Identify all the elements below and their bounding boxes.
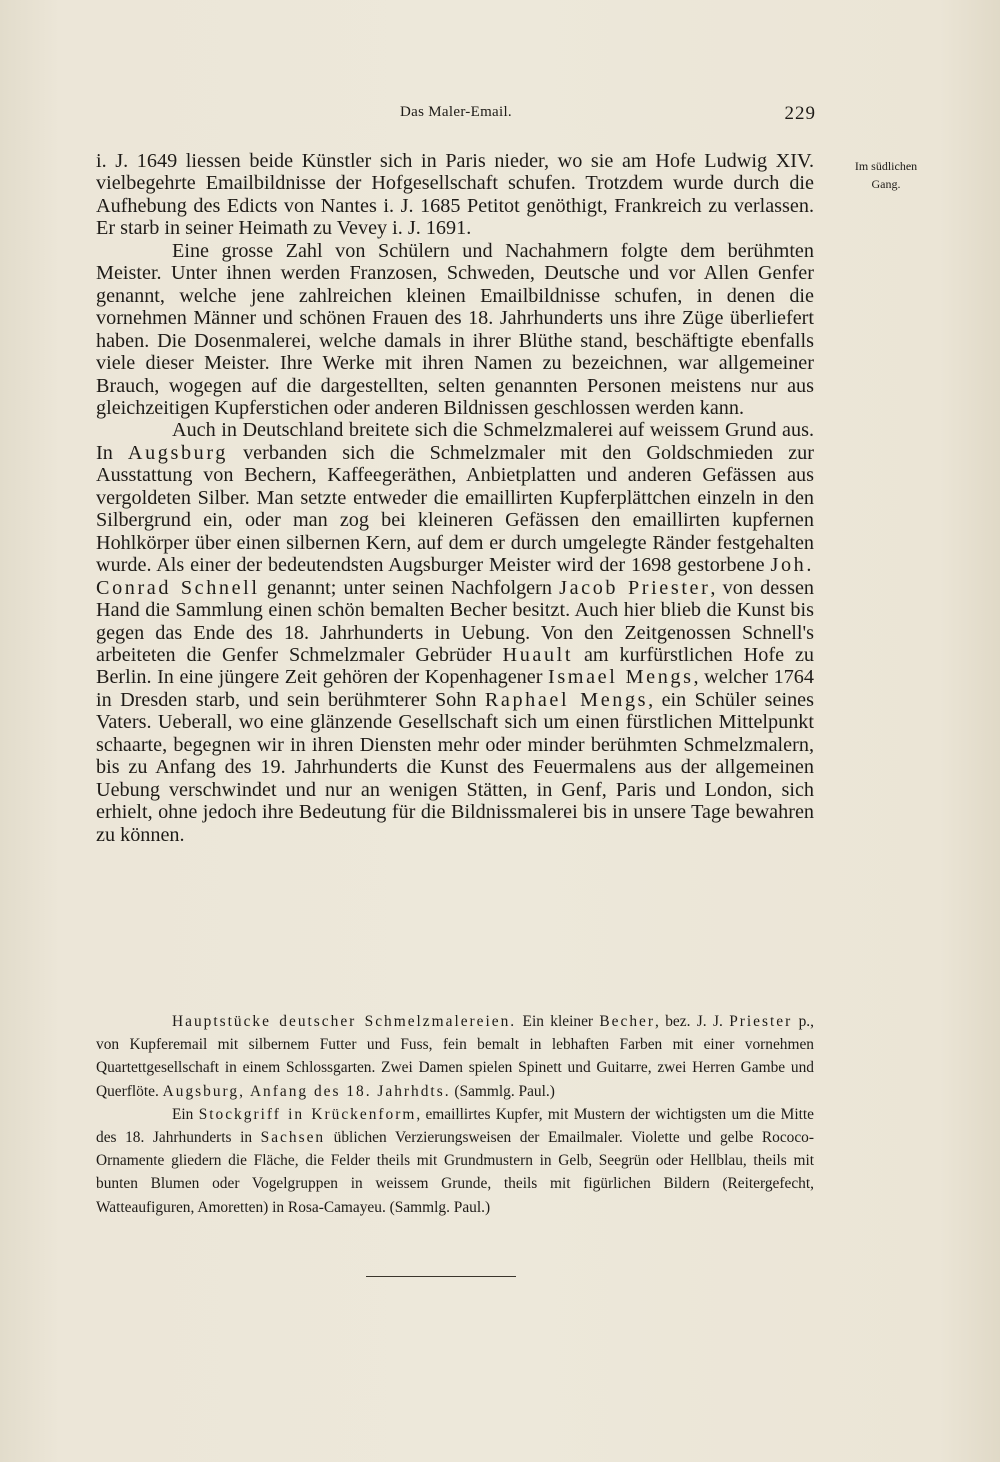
spaced-name: Joh. Conrad Schnell: [96, 554, 814, 599]
note-paragraph: [96, 1103, 814, 1219]
spaced-name: Stockgriff in Krückenform: [198, 1105, 417, 1123]
spaced-name: Becher: [599, 1013, 655, 1030]
text-run: Auch in Deutschland breitete sich die Schmelzmalerei auf weissem Grund aus. In: [96, 419, 814, 464]
text-run: verbanden sich die Schmelzmaler mit den Goldschmieden zur Ausstattung von Bechern, Kaffeegeräthen, Anbietplatten und anderen Gefässen aus vergoldeten Silber. Man setzte entweder die emaillirten Kupferplättchen einzeln in den Silbergrund ein, oder man zog bei kleineren Gefässen den emaillirten kupfernen Hohlkörper über einen silbernen Kern, auf dem er durch umgelegte Ränder festgehalten wurde. Als einer der bedeutendsten Augsburger Meister wird der 1698 gestorbene: [96, 441, 814, 577]
running-title: Das Maler-Email.: [400, 104, 512, 120]
text-run: , ein Schüler seines Vaters. Ueberall, wo eine glänzende Gesellschaft sich um einen fürstlichen Mittelpunkt schaarte, begegnen wir in ihren Diensten mehr oder minder berühmten Schmelzmalern, bis zu Anfang des 19. Jahrhunderts die Kunst des Feuermalens aus der allgemeinen Uebung verschwindet und nur an wenigen Stätten, in Genf, Paris und London, sich erhielt, ohne jedoch ihre Bedeutung für die Bildnissmalerei bis in unsere Tage bewahren zu können.: [96, 688, 814, 846]
text-run: , welcher 1764 in Dresden starb, und sein berühmterer Sohn: [96, 666, 814, 711]
spaced-name: Sachsen: [260, 1129, 326, 1147]
text-run: , emaillirtes Kupfer, mit Mustern der wichtigsten um die Mitte des 18. Jahrhunderts in: [96, 1105, 814, 1147]
text-run: Ein: [172, 1105, 199, 1123]
margin-note: [831, 157, 941, 193]
spaced-name: Augsburg: [127, 441, 228, 464]
spaced-name: Ismael Mengs: [548, 666, 694, 689]
margin-note-line: Im südlichen: [854, 159, 918, 173]
spaced-name: Augsburg, Anfang des 18. Jahrhdts.: [162, 1082, 451, 1100]
text-run: , bez. J. J.: [655, 1013, 730, 1030]
paragraph: [96, 419, 814, 846]
page-number: 229: [784, 103, 816, 124]
spaced-name: Priester: [729, 1013, 793, 1030]
main-text: [96, 150, 814, 846]
page-header: [96, 104, 816, 134]
text-run: üblichen Verzierungsweisen der Emailmaler. Violette und gelbe Rococo-Ornamente gliedern die Fläche, die Felder theils mit Grundmustern in Gelb, Seegrün oder Hellblau, theils mit bunten Blumen oder Vogelgruppen in weissem Grunde, theils mit figürlichen Bildern (Reitergefecht, Watteaufiguren, Amoretten) in Rosa-Camayeu. (Sammlg. Paul.): [96, 1129, 814, 1216]
text-run: p., von Kupferemail mit silbernem Futter und Fuss, fein bemalt in lebhaften Farben mit einer vornehmen Quartettgesellschaft in einem Schlossgarten. Zwei Damen spielen Spinett und Guitarre, zwei Herren Gambe und Querflöte.: [96, 1013, 814, 1100]
text-run: am kurfürstlichen Hofe zu Berlin. In eine jüngere Zeit gehören der Kopenhagener: [96, 643, 814, 689]
text-run: genannt; unter seinen Nachfolgern: [259, 576, 560, 599]
catalogue-notes: [96, 1010, 814, 1219]
margin-note-line: Gang.: [871, 177, 901, 191]
text-run: , von dessen Hand die Sammlung einen schön bemalten Becher besitzt. Auch hier blieb die Kunst bis gegen das Ende des 18. Jahrhunderts in Uebung. Von den Zeitgenossen Schnell's arbeiteten die Genfer Schmelzmaler Gebrüder: [96, 576, 814, 666]
spaced-name: Huault: [502, 643, 574, 666]
paragraph: Eine grosse Zahl von Schülern und Nachahmern folgte dem berühmten Meister. Unter ihnen werden Franzosen, Schweden, Deutsche und vor Allen Genfer genannt, welche jene zahlreichen kleinen Emailbildnisse schufen, in denen die vornehmen Männer und schönen Frauen des 18. Jahrhunderts uns ihre Züge überliefert haben. Die Dosenmalerei, welche damals in ihrer Blüthe stand, beschäftigte ebenfalls viele dieser Meister. Ihre Werke mit ihren Namen zu bezeichnen, war allgemeiner Brauch, wogegen auf die dargestellten, selten genannten Personen meistens nur aus gleichzeitigen Kupferstichen oder anderen Bildnissen geschlossen werden kann.: [96, 239, 814, 419]
spaced-name: Jacob Priester: [559, 576, 711, 599]
text-run: Ein kleiner: [516, 1013, 600, 1030]
text-run: (Sammlg. Paul.): [450, 1082, 555, 1100]
paragraph: i. J. 1649 liessen beide Künstler sich in Paris nieder, wo sie am Hofe Ludwig XIV. vielbegehrte Emailbildnisse der Hofgesellschaft schufen. Trotzdem wurde durch die Aufhebung des Edicts von Nantes i. J. 1685 Petitot genöthigt, Frankreich zu verlassen. Er starb in seiner Heimath zu Vevey i. J. 1691.: [96, 150, 814, 240]
note-paragraph: [96, 1010, 814, 1103]
spaced-heading: Hauptstücke deutscher Schmelzmalereien.: [172, 1013, 517, 1030]
spaced-name: Raphael Mengs: [484, 688, 649, 711]
end-rule: [366, 1276, 516, 1277]
